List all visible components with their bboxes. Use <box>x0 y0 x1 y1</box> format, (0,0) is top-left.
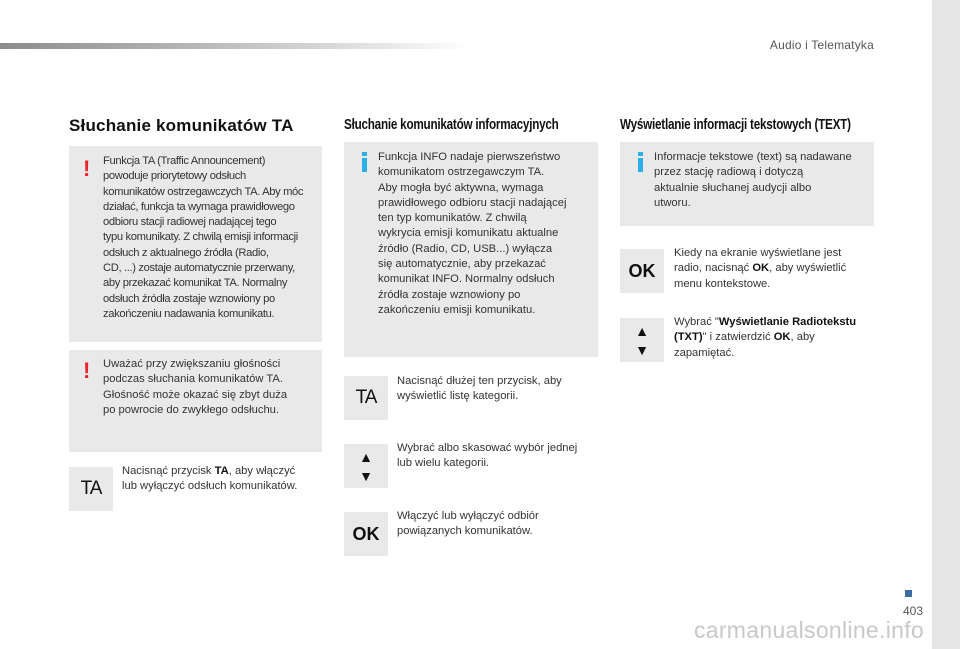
col1-heading: Słuchanie komunikatów TA <box>69 116 294 135</box>
page-number: 403 <box>902 604 923 618</box>
header-rule <box>0 43 470 49</box>
arrow-down-icon[interactable]: ▼ <box>635 341 649 358</box>
ta-button[interactable]: TA <box>69 467 113 511</box>
ta-step-text: Nacisnąć przycisk TA, aby włączyć lub wyłączyć odsłuch komunikatów. <box>122 465 298 493</box>
up-down-buttons[interactable] <box>620 318 664 362</box>
arrow-down-icon[interactable]: ▼ <box>359 467 373 484</box>
col1-warning-box <box>69 146 322 342</box>
col2-info-box <box>344 142 598 357</box>
col1-volume-warning-box <box>69 350 322 452</box>
warning-text: Funkcja TA (Traffic Announcement) powoduje priorytetowy odsłuch komunikatów ostrzegawczych TA. Aby móc działać, funkcja ta wymaga prawidłowego odbioru stacji radiowej nadającej tego typu komunikaty. Z chwilą emisji informacji odsłuch z aktualnego źródła (Radio, CD, ...) zostaje automatycznie przerwany, aby przekazać komunikat TA. Normalny odsłuch źródła zostaje wznowiony po zakończeniu nadawania komunikatu. <box>103 155 304 320</box>
category-select-text: Wybrać albo skasować wybór jednej lub wielu kategorii. <box>397 442 578 470</box>
context-menu-text: Kiedy na ekranie wyświetlane jest radio, nacisnąć OK, aby wyświetlić menu kontekstowe. <box>674 247 847 290</box>
ta-button[interactable]: TA <box>344 376 388 420</box>
ta-long-press-text: Nacisnąć dłużej ten przycisk, aby wyświetlić listę kategorii. <box>397 375 562 403</box>
col3-info-box <box>620 142 874 226</box>
arrow-up-icon[interactable]: ▲ <box>635 322 649 339</box>
watermark: carmanualsonline.info <box>693 617 924 643</box>
page-marker <box>905 590 912 597</box>
warning-text: Uważać przy zwiększaniu głośności podczas słuchania komunikatów TA. Głośność może okazać się zbyt duża po powrocie do zwykłego odsłuchu. <box>103 358 288 416</box>
info-text: Informacje tekstowe (text) są nadawane przez stację radiową i dotyczą aktualnie słuchanej audycji albo utworu. <box>654 151 852 209</box>
arrow-up-icon[interactable]: ▲ <box>359 448 373 465</box>
warning-icon: ! <box>83 156 91 181</box>
col2-heading: Słuchanie komunikatów informacyjnych <box>344 116 559 133</box>
ok-button[interactable]: OK <box>620 249 664 293</box>
toggle-reception-text: Włączyć lub wyłączyć odbiór powiązanych komunikatów. <box>397 510 539 538</box>
col3-heading: Wyświetlanie informacji tekstowych (TEXT) <box>620 116 851 133</box>
warning-icon: ! <box>83 358 91 383</box>
ok-button[interactable]: OK <box>344 512 388 556</box>
up-down-buttons[interactable] <box>344 444 388 488</box>
info-text: Funkcja INFO nadaje pierwszeństwo komunikatom ostrzegawczym TA. Aby mogła być aktywna, wymaga prawidłowego odbioru stacji nadającej ten typ komunikatów. Z chwilą wykrycia emisji komunikatu aktualne źródło (Radio, CD, USB...) wyłącza się automatycznie, aby przekazać komunikat INFO. Normalny odsłuch źródła zostaje wznowiony po zakończeniu emisji komunikatu. <box>378 151 567 316</box>
side-strip <box>932 0 960 649</box>
section-title: Audio i Telematyka <box>769 38 874 52</box>
radiotext-select-text: Wybrać "Wyświetlanie Radiotekstu (TXT)" i zatwierdzić OK, aby zapamiętać. <box>674 316 857 359</box>
